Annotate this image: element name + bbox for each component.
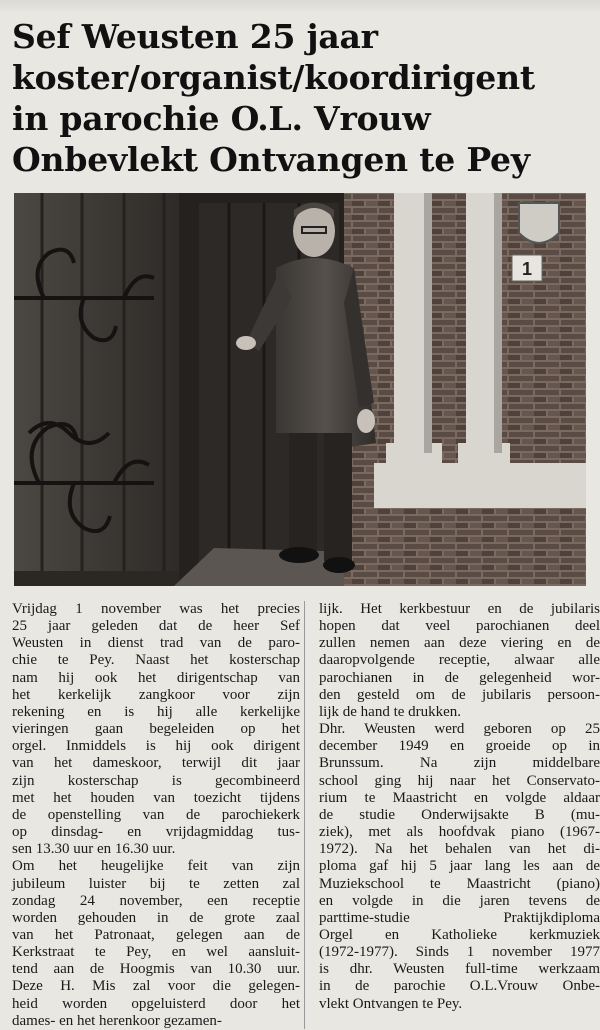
- article-line: dames- en het herenkoor gezamen-: [12, 1012, 222, 1029]
- article-line: Dhr. Weusten werd geboren op 25: [319, 721, 600, 738]
- article-line: lijk. Het kerkbestuur en de jubilaris: [319, 601, 600, 617]
- article-line: is dhr. Weusten full-time werkzaam: [319, 961, 600, 978]
- article-line: school ging hij naar het Conservato-: [319, 772, 600, 789]
- article-line: Vrijdag 1 november was het precies: [12, 601, 300, 617]
- article-line: (1972-1977). Sinds 1 november 1977: [319, 944, 600, 961]
- article-line: vlekt Ontvangen te Pey.: [319, 995, 463, 1012]
- headline-line-4: Onbevlekt Ontvangen te Pey: [12, 140, 530, 179]
- article-line: met het houden van toezicht tijdens: [12, 789, 300, 806]
- article-line: Om het heugelijke feit van zijn: [12, 858, 300, 875]
- headline-line-1: Sef Weusten 25 jaar: [12, 17, 378, 56]
- article-line: orgel. Inmiddels is hij ook dirigent: [12, 738, 300, 755]
- article-line: Brunssum. Na zijn middelbare: [319, 755, 600, 772]
- article-line: vieringen gaan begeleiden op het: [12, 721, 300, 738]
- headline-line-2: koster/organist/koordirigent: [12, 58, 535, 97]
- article-line: op dinsdag- en vrijdagmiddag tus-: [12, 824, 300, 841]
- article-line: chie te Pey. Naast het kosterschap: [12, 652, 300, 669]
- church-door-left: [14, 193, 179, 586]
- article-line: het kerkelijk zangkoor voor zijn: [12, 686, 300, 703]
- coat-of-arms-plaque: [519, 203, 559, 243]
- article-line: heid worden opgeluisterd door het: [12, 995, 300, 1012]
- article-line: in de parochie O.L.Vrouw Onbe-: [319, 978, 600, 995]
- article-line: nam hij ook het dirigentschap van: [12, 669, 300, 686]
- article-line: parttime-studie Praktijkdiploma: [319, 909, 600, 926]
- article-line: rekening en is hij alle kerkelijke: [12, 703, 300, 720]
- article-line: jubileum luister bij te zetten zal: [12, 875, 300, 892]
- article-line: van het dameskoor, terwijl dit jaar: [12, 755, 300, 772]
- article-line: zijn kosterschap is gecombineerd: [12, 772, 300, 789]
- article-line: ziek), met als hoofdvak piano (1967-: [319, 824, 600, 841]
- article-line: worden gehouden in de grote zaal: [12, 909, 300, 926]
- article-line: hopen dat veel parochianen deel: [319, 618, 600, 635]
- headline-line-3: in parochie O.L. Vrouw: [12, 99, 431, 138]
- article-photo: [14, 193, 586, 586]
- article-line: Weusten in dienst trad van de paro-: [12, 635, 300, 652]
- article-line: rium te Maastricht en volgde aldaar: [319, 789, 600, 806]
- article-headline: [12, 16, 592, 180]
- article-line: ploma gaf hij 5 jaar lang les aan de: [319, 858, 600, 875]
- article-line: Orgel en Katholieke kerkmuziek: [319, 926, 600, 943]
- article-line: Deze H. Mis zal voor die gelegen-: [12, 978, 300, 995]
- article-line: december 1949 en groeide op in: [319, 738, 600, 755]
- previous-page-strip: [0, 0, 600, 14]
- article-line: 25 jaar geleden dat de heer Sef: [12, 618, 300, 635]
- article-line: van het Patronaat, gelegen aan de: [12, 926, 300, 943]
- article-column-1: [12, 601, 300, 1030]
- house-number: 1: [521, 259, 533, 279]
- article-line: Muziekschool te Maastricht (piano): [319, 875, 600, 892]
- article-line: en volgde in die jaren tevens de: [319, 892, 600, 909]
- article-line: zondag 24 november, een receptie: [12, 892, 300, 909]
- article-line: de openstelling van de parochiekerk: [12, 806, 300, 823]
- column-divider: [304, 601, 305, 1029]
- article-line: daaropvolgende receptie, alwaar alle: [319, 652, 600, 669]
- article-line: tend aan de Hoogmis van 10.30 uur.: [12, 961, 300, 978]
- article-line: parochianen in de gelegenheid wor-: [319, 669, 600, 686]
- article-line: lijk de hand te drukken.: [319, 703, 462, 720]
- article-line: de studie Onderwijsakte B (mu-: [319, 806, 600, 823]
- article-line: sen 13.30 uur en 16.30 uur.: [12, 841, 176, 858]
- article-line: zullen nemen aan deze viering en de: [319, 635, 600, 652]
- article-line: 1972). Na het behalen van het di-: [319, 841, 600, 858]
- article-column-2: [319, 601, 600, 1013]
- article-line: den gesteld om de jubilaris persoon-: [319, 686, 600, 703]
- article-line: Kerkstraat te Pey, en wel aansluit-: [12, 944, 300, 961]
